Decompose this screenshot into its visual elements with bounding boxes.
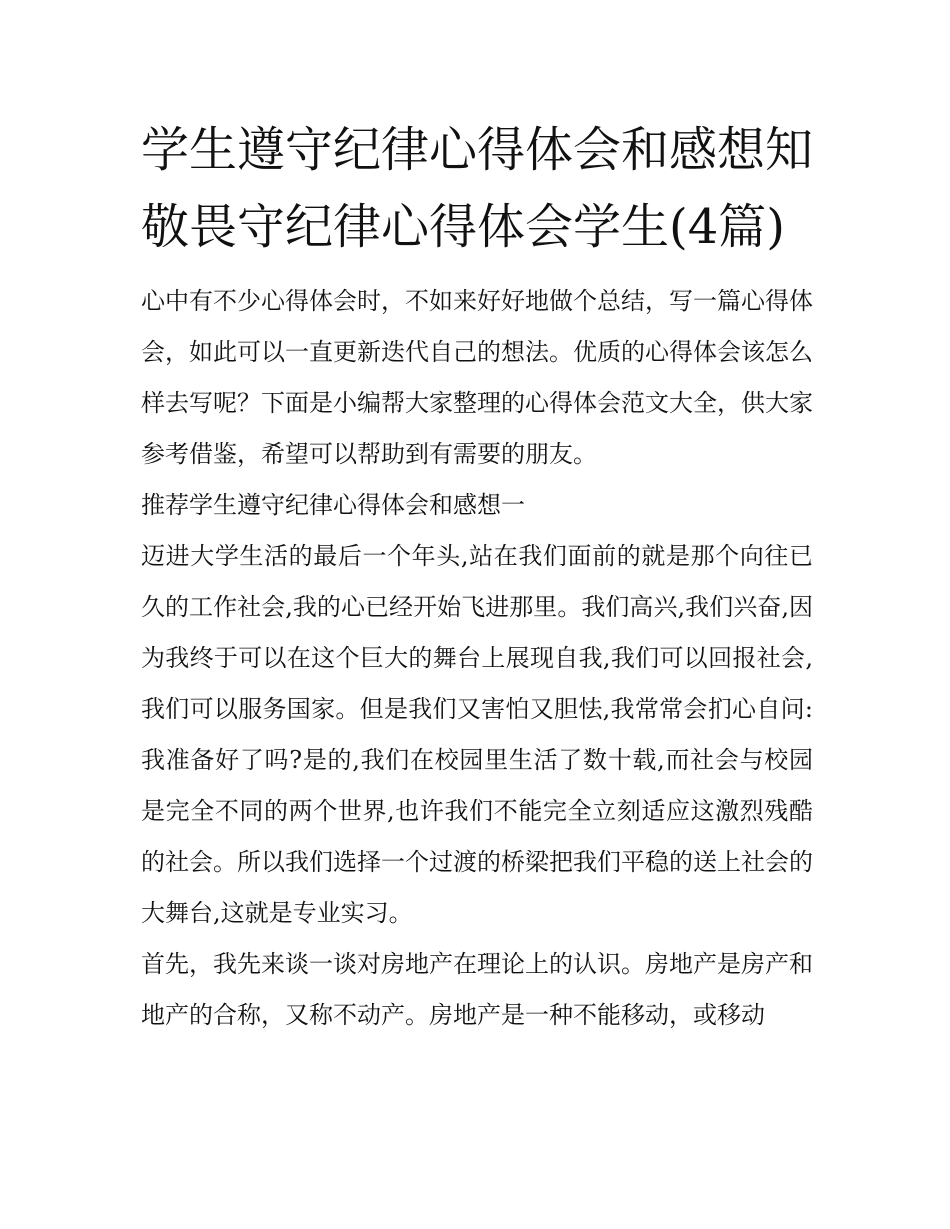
document-title: 学生遵守纪律心得体会和感想知敬畏守纪律心得体会学生(4篇) [141,122,814,255]
section-heading: 推荐学生遵守纪律心得体会和感想一 [141,491,525,519]
body-paragraph: 首先，我先来谈一谈对房地产在理论上的认识。房地产是房产和地产的合称，又称不动产。房地产是一种不能移动，或移动 [141,950,813,1029]
body-paragraph: 迈进大学生活的最后一个年头,站在我们面前的就是那个向往已久的工作社会,我的心已经开始飞进那里。我们高兴,我们兴奋,因为我终于可以在这个巨大的舞台上展现自我,我们可以回报社会,我们可以服务国家。但是我们又害怕又胆怯,我常常会扪心自问:我准备好了吗?是的,我们在校园里生活了数十载,而社会与校园是完全不同的两个世界,也许我们不能完全立刻适应这激烈残酷的社会。所以我们选择一个过渡的桥梁把我们平稳的送上社会的大舞台,这就是专业实习。 [141,542,813,927]
intro-paragraph: 心中有不少心得体会时，不如来好好地做个总结，写一篇心得体会，如此可以一直更新迭代自己的想法。优质的心得体会该怎么样去写呢？下面是小编帮大家整理的心得体会范文大全，供大家参考借鉴，希望可以帮助到有需要的朋友。 [141,287,813,468]
document-page [141,112,813,1041]
